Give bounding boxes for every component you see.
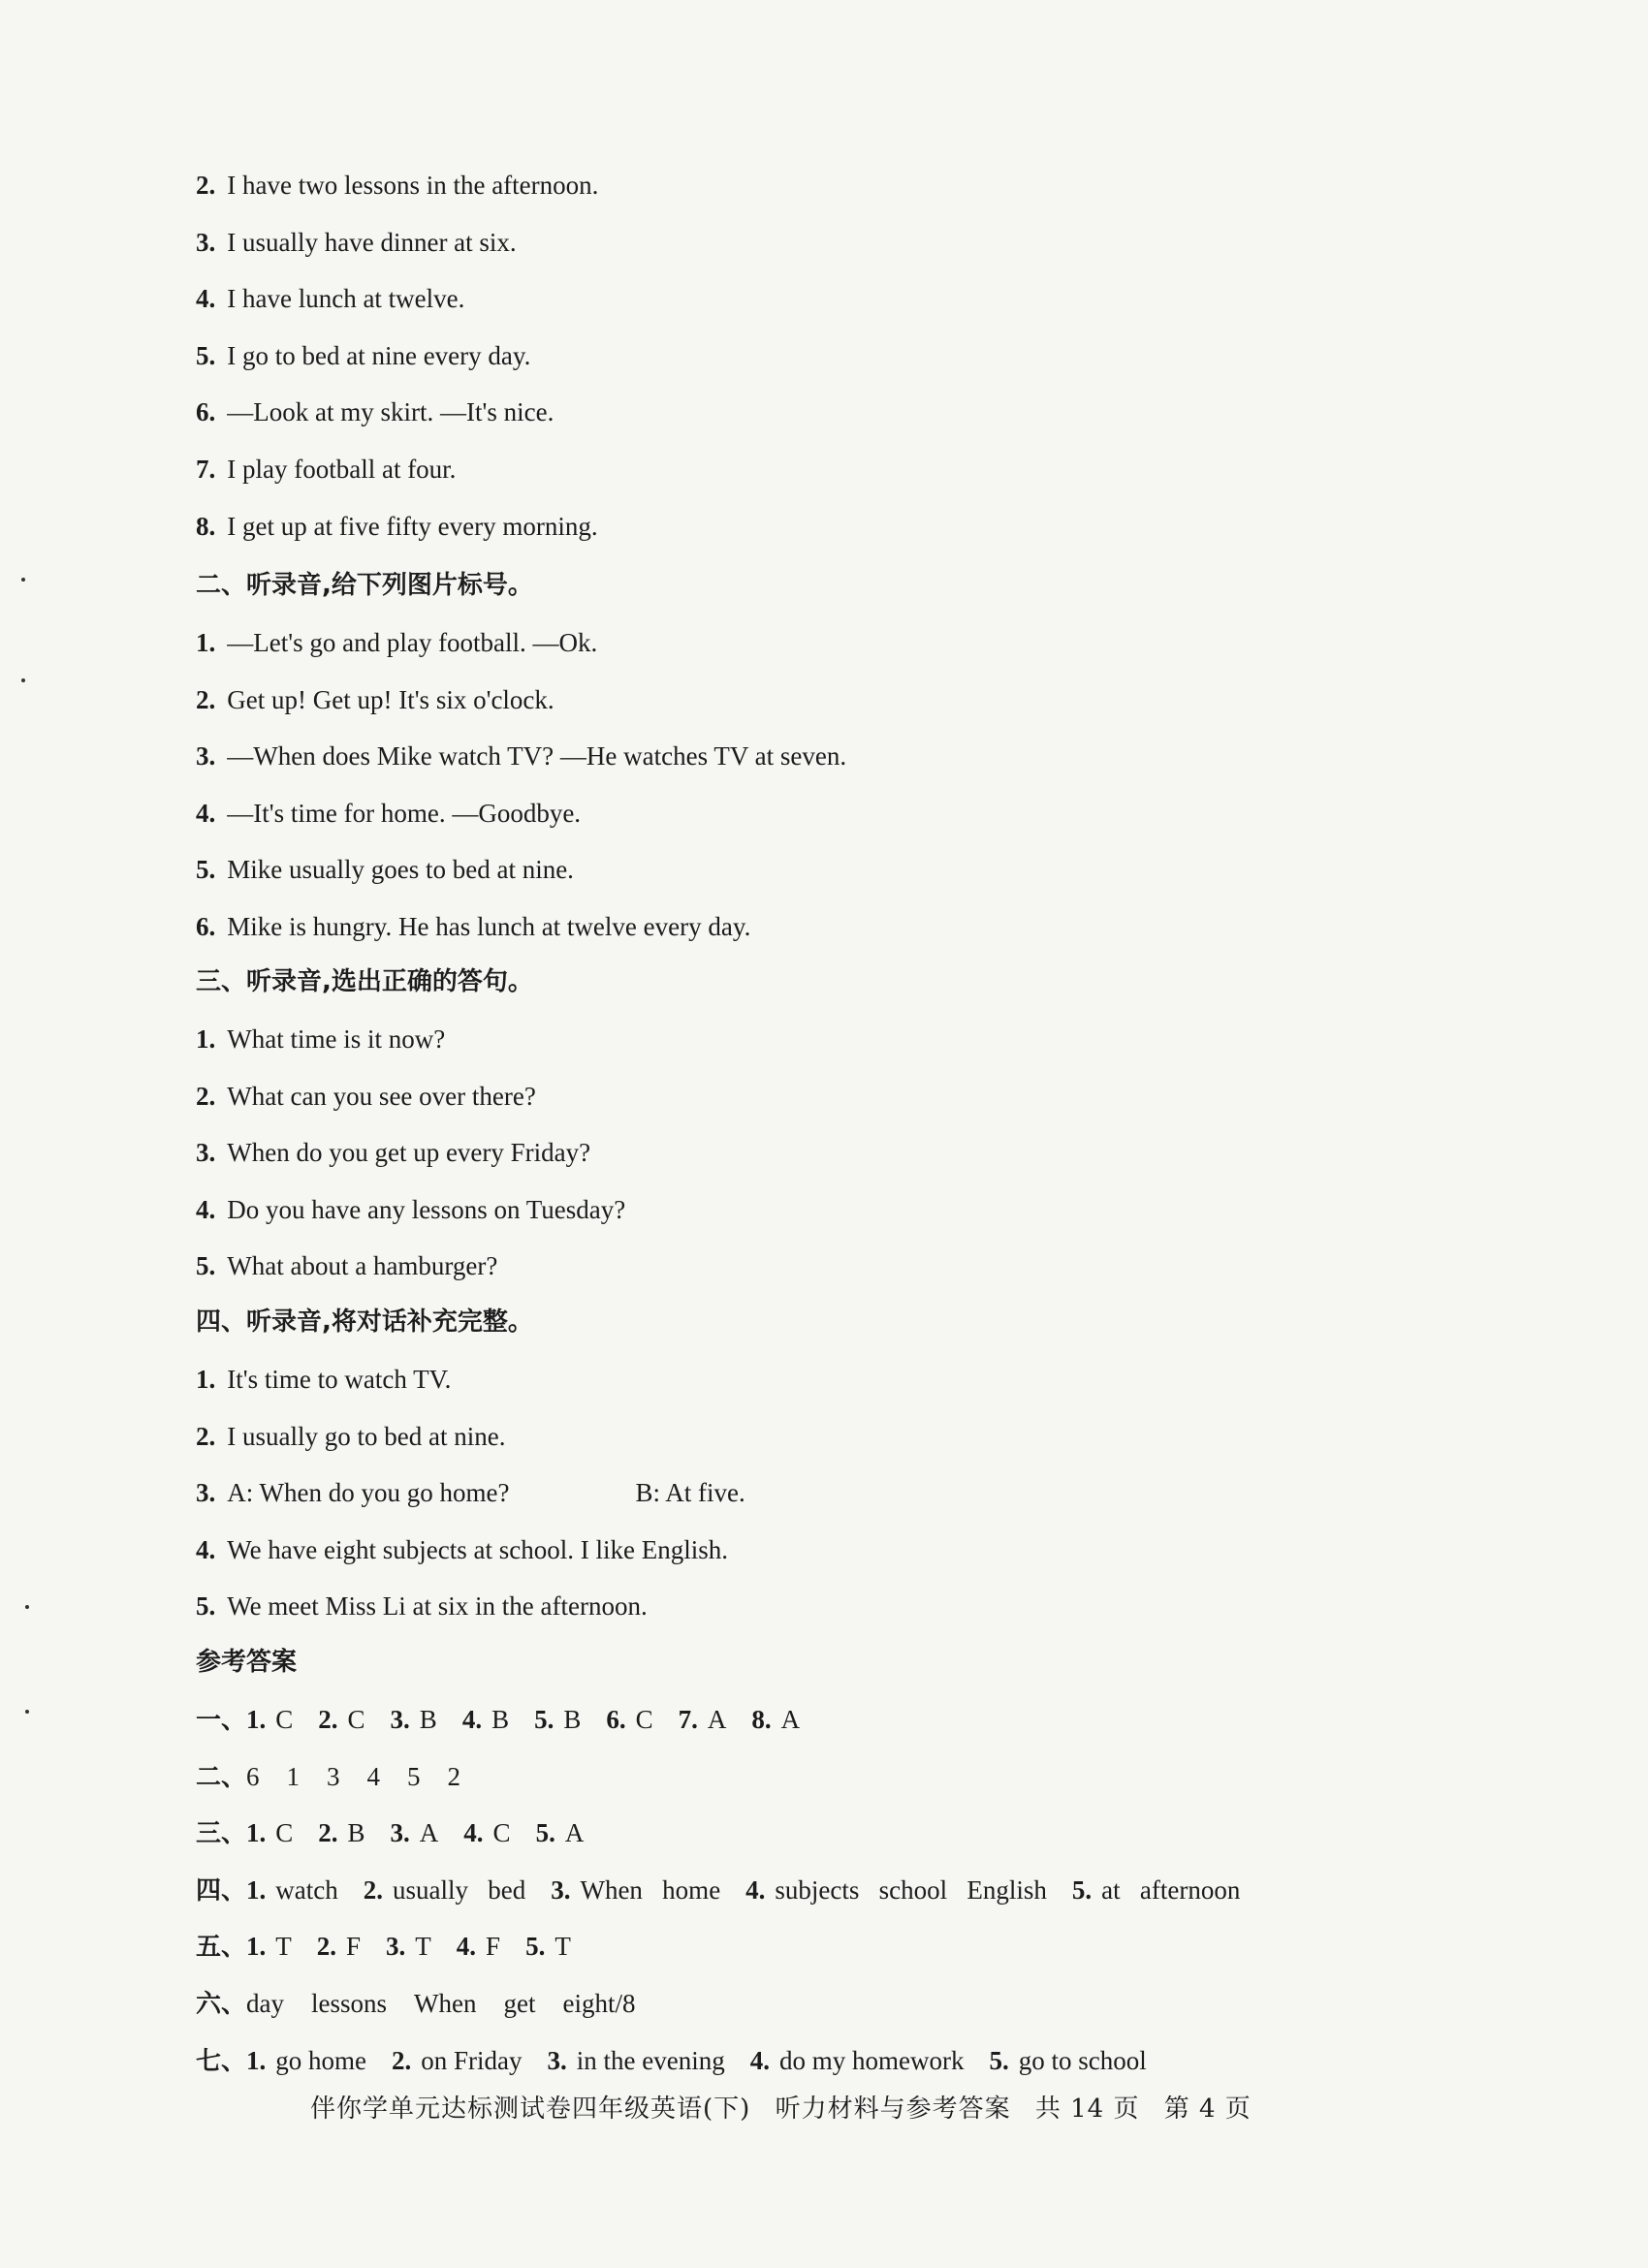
- answer-number: 1.: [246, 1818, 267, 1848]
- answer-item: [246, 1815, 293, 1850]
- answer-number: 6.: [606, 1705, 626, 1734]
- item-text: Do you have any lessons on Tuesday?: [227, 1194, 626, 1224]
- item-number: 2.: [196, 1081, 216, 1111]
- answer-item: [246, 1873, 338, 1907]
- answer-row-part1: [196, 1702, 825, 1738]
- footer-subtitle: 听力材料与参考答案: [775, 2095, 1011, 2124]
- item-text: What can you see over there?: [227, 1081, 536, 1111]
- answer-row-part6: [196, 1986, 662, 2022]
- item-number: 3.: [196, 1478, 216, 1508]
- answer-word: 1: [286, 1761, 301, 1791]
- answer-item: [525, 1929, 571, 1964]
- item-text: When do you get up every Friday?: [227, 1138, 591, 1168]
- margin-speck: [25, 1605, 29, 1609]
- margin-speck: [25, 1710, 29, 1714]
- answer-value: T: [415, 1932, 431, 1962]
- answer-number: 2.: [318, 1818, 338, 1848]
- answer-number: 7.: [678, 1705, 698, 1734]
- list-item: [196, 909, 750, 944]
- answer-item: [246, 1702, 293, 1737]
- item-text: We meet Miss Li at six in the afternoon.: [227, 1591, 648, 1622]
- item-text: Mike usually goes to bed at nine.: [227, 855, 574, 885]
- answer-number: 5.: [535, 1818, 555, 1848]
- answer-word: 6: [246, 1761, 260, 1791]
- item-number: 5.: [196, 855, 216, 885]
- item-number: 5.: [196, 1251, 216, 1281]
- item-text: —Let's go and play football. —Ok.: [227, 628, 598, 657]
- answer-item: [463, 1815, 510, 1850]
- answer-value: A: [780, 1705, 801, 1734]
- answer-number: 2.: [363, 1874, 383, 1905]
- answer-value: on Friday: [421, 2045, 523, 2075]
- list-item: [196, 1362, 451, 1397]
- answer-number: 4.: [456, 1932, 477, 1962]
- answer-section-label: 三、: [196, 1819, 247, 1849]
- part2-heading: 二、听录音,给下列图片标号。: [196, 571, 533, 600]
- answer-value: watch: [275, 1874, 338, 1905]
- answer-number: 1.: [246, 1932, 267, 1962]
- answer-number: 1.: [246, 2045, 267, 2075]
- item-text: —It's time for home. —Goodbye.: [227, 798, 582, 828]
- answer-value: go to school: [1018, 2045, 1147, 2075]
- item-number: 4.: [196, 1534, 216, 1564]
- answer-value: B: [419, 1705, 437, 1734]
- item-text: It's time to watch TV.: [227, 1365, 452, 1394]
- answer-value: in the evening: [576, 2045, 725, 2075]
- item-number: 1.: [196, 1024, 216, 1054]
- answer-value: B: [563, 1705, 582, 1734]
- answer-item: [462, 1702, 509, 1737]
- answer-item: [679, 1702, 727, 1737]
- answer-item: [391, 1702, 437, 1737]
- item-number: 3.: [196, 741, 216, 772]
- item-number: 4.: [196, 1194, 216, 1224]
- answer-row-part5: [196, 1929, 596, 1965]
- page-footer: [310, 2089, 1267, 2125]
- answer-number: 5.: [534, 1705, 555, 1734]
- answer-value: B: [491, 1705, 510, 1734]
- answer-number: 4.: [749, 2045, 770, 2075]
- item-number: 4.: [196, 284, 216, 314]
- item-number: 7.: [196, 455, 216, 484]
- answer-value: C: [275, 1818, 294, 1848]
- footer-page-number: 第 4 页: [1163, 2095, 1252, 2124]
- answer-number: 5.: [525, 1932, 546, 1962]
- list-item: [196, 1248, 497, 1283]
- list-item: [196, 852, 574, 887]
- list-item: [196, 338, 530, 373]
- item-number: 6.: [196, 397, 216, 427]
- answer-number: 4.: [745, 1874, 766, 1905]
- answer-number: 5.: [1071, 1874, 1093, 1905]
- answer-section-label: 四、: [196, 1875, 247, 1906]
- item-number: 1.: [196, 1365, 216, 1394]
- answer-number: 4.: [463, 1818, 484, 1848]
- answer-section-label: 五、: [196, 1933, 247, 1963]
- answer-number: 2.: [318, 1705, 338, 1734]
- answer-item: [751, 1702, 800, 1737]
- answer-row-part4: [196, 1873, 1265, 1908]
- item-number: 4.: [196, 798, 216, 828]
- answers-heading: 参考答案: [196, 1648, 298, 1677]
- answer-item: [318, 1702, 364, 1737]
- answer-row-part2: [196, 1759, 488, 1795]
- answer-value: T: [275, 1932, 292, 1962]
- margin-speck: [21, 578, 25, 582]
- item-text: —Look at my skirt. —It's nice.: [227, 397, 555, 427]
- list-item: [196, 1135, 590, 1170]
- answer-number: 1.: [246, 1705, 267, 1734]
- item-text: We have eight subjects at school. I like English.: [227, 1534, 728, 1564]
- answer-item: [246, 1929, 292, 1964]
- answer-item: [317, 1929, 361, 1964]
- list-item: [196, 1589, 648, 1623]
- answer-word: day: [246, 1989, 284, 2018]
- answer-item: [989, 2043, 1146, 2078]
- answer-value: T: [555, 1932, 571, 1962]
- list-item: [196, 225, 517, 260]
- answer-row-part7: [196, 2043, 1172, 2079]
- list-item: [196, 739, 846, 773]
- margin-speck: [21, 678, 25, 682]
- answer-item: [1072, 1873, 1240, 1907]
- list-item: [196, 1022, 445, 1056]
- answer-number: 4.: [461, 1705, 483, 1734]
- item-text: I usually go to bed at nine.: [227, 1421, 506, 1451]
- answer-item: [548, 2043, 725, 2078]
- answer-row-part3: [196, 1815, 609, 1851]
- answer-number: 3.: [547, 2045, 567, 2075]
- list-item: [196, 394, 554, 429]
- answer-item: [606, 1702, 652, 1737]
- answer-value: usually bed: [392, 1874, 526, 1905]
- item-text: Mike is hungry. He has lunch at twelve every day.: [227, 912, 751, 941]
- item-number: 3.: [196, 1138, 216, 1168]
- list-item: [196, 625, 597, 660]
- answer-item: [318, 1815, 364, 1850]
- answer-item: [364, 1873, 525, 1907]
- list-item: [196, 1079, 536, 1114]
- answer-word: eight/8: [562, 1989, 636, 2018]
- item-number: 3.: [196, 227, 216, 257]
- answer-value: subjects school English: [775, 1874, 1047, 1905]
- answer-number: 3.: [386, 1932, 406, 1962]
- answer-item: [246, 2043, 366, 2078]
- dialogue-a: A: When do you go home?: [227, 1478, 510, 1508]
- item-text: I get up at five fifty every morning.: [227, 511, 598, 541]
- answer-value: B: [347, 1818, 365, 1848]
- answer-number: 3.: [551, 1874, 571, 1905]
- answer-number: 2.: [316, 1932, 337, 1962]
- answer-word: lessons: [311, 1989, 388, 2018]
- answer-value: F: [346, 1932, 362, 1962]
- answer-number: 3.: [390, 1705, 410, 1734]
- answer-section-label: 六、: [196, 1990, 247, 2019]
- answer-item: [750, 2043, 965, 2078]
- answer-word: 5: [407, 1761, 421, 1791]
- answer-value: at afternoon: [1101, 1874, 1241, 1905]
- answer-number: 1.: [246, 1874, 267, 1905]
- answer-value: go home: [275, 2045, 367, 2075]
- item-text: —When does Mike watch TV? —He watches TV at seven.: [227, 741, 847, 772]
- dialogue-b: B: At five.: [635, 1478, 745, 1508]
- item-text: I have lunch at twelve.: [227, 284, 465, 314]
- answer-value: C: [635, 1705, 653, 1734]
- item-number: 8.: [196, 511, 216, 541]
- answer-word: 2: [447, 1761, 461, 1791]
- answer-value: do my homework: [778, 2045, 965, 2075]
- answer-number: 2.: [392, 2045, 412, 2075]
- answer-number: 5.: [989, 2045, 1009, 2075]
- list-item: [196, 1192, 625, 1227]
- item-number: 1.: [196, 628, 216, 657]
- item-number: 6.: [196, 912, 216, 941]
- item-text: Get up! Get up! It's six o'clock.: [227, 684, 555, 714]
- item-text: I play football at four.: [227, 455, 457, 484]
- answer-item: [386, 1929, 431, 1964]
- answer-section-label: 一、: [196, 1706, 247, 1735]
- answer-value: A: [564, 1818, 585, 1848]
- list-item: [196, 1475, 745, 1510]
- answer-item: [534, 1702, 581, 1737]
- item-number: 5.: [196, 1591, 216, 1622]
- answer-value: A: [419, 1818, 439, 1848]
- answer-item: [457, 1929, 500, 1964]
- item-number: 2.: [196, 171, 216, 200]
- answer-item: [536, 1815, 585, 1850]
- list-item: [196, 509, 598, 544]
- list-item: [196, 796, 581, 831]
- answer-number: 3.: [390, 1818, 410, 1848]
- answer-word: 4: [366, 1761, 381, 1791]
- answer-value: C: [347, 1705, 365, 1734]
- list-item: [196, 281, 464, 316]
- item-text: I go to bed at nine every day.: [227, 340, 531, 370]
- item-text: What time is it now?: [227, 1024, 446, 1054]
- part4-heading: 四、听录音,将对话补充完整。: [196, 1307, 533, 1337]
- answer-value: A: [707, 1705, 727, 1734]
- list-item: [196, 168, 598, 203]
- answer-value: C: [275, 1705, 294, 1734]
- list-item: [196, 452, 456, 487]
- answer-item: [745, 1873, 1047, 1907]
- answer-word: 3: [327, 1761, 340, 1791]
- answer-word: get: [503, 1989, 536, 2018]
- list-item: [196, 1419, 505, 1454]
- item-number: 2.: [196, 684, 216, 714]
- footer-title: 伴你学单元达标测试卷四年级英语(下): [310, 2095, 751, 2124]
- answer-word: When: [414, 1989, 477, 2018]
- footer-total-pages: 共 14 页: [1034, 2095, 1140, 2124]
- item-text: What about a hamburger?: [227, 1251, 498, 1281]
- item-text: I have two lessons in the afternoon.: [227, 171, 599, 200]
- answer-item: [551, 1873, 720, 1907]
- answer-value: When home: [580, 1874, 721, 1905]
- answer-section-label: 二、: [196, 1762, 247, 1792]
- answer-item: [392, 2043, 523, 2078]
- part3-heading: 三、听录音,选出正确的答句。: [196, 967, 533, 996]
- item-number: 5.: [196, 340, 216, 370]
- answer-number: 8.: [751, 1705, 772, 1734]
- list-item: [196, 1532, 728, 1567]
- list-item: [196, 682, 555, 717]
- answer-value: C: [492, 1818, 511, 1848]
- item-text: I usually have dinner at six.: [227, 227, 517, 257]
- answer-value: F: [486, 1932, 501, 1962]
- answer-item: [391, 1815, 439, 1850]
- answer-section-label: 七、: [196, 2046, 247, 2076]
- item-number: 2.: [196, 1421, 216, 1451]
